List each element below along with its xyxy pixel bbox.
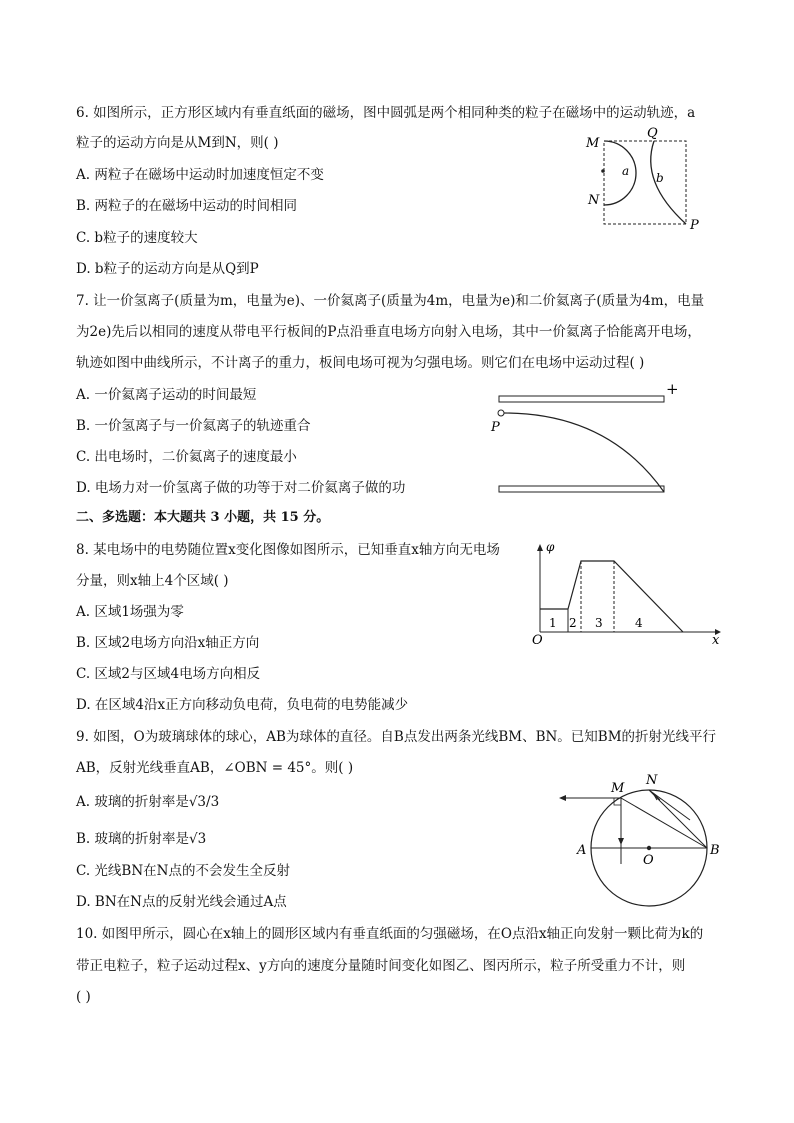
q6-label-p: P [690, 218, 699, 232]
q6-stem-line1: 6. 如图所示，正方形区域内有垂直纸面的磁场，图中圆弧是两个相同种类的粒子在磁场中的运动轨迹，a [76, 105, 696, 121]
q6-label-q: Q [647, 126, 658, 141]
q6-stem-line2: 粒子的运动方向是从M到N，则( ) [76, 135, 279, 151]
q8-region-1: 1 [549, 616, 557, 630]
q9-stem-line1: 9. 如图，O为玻璃球体的球心，AB为球体的直径。自B点发出两条光线BM、BN。已知BM的折射光线平行 [76, 729, 717, 745]
q9-option-d: D. BN在N点的反射光线会通过A点 [76, 894, 287, 910]
q8-stem-line2: 分量，则x轴上4个区域( ) [76, 573, 229, 589]
q6-label-n: N [588, 193, 600, 208]
q8-region-2: 2 [569, 616, 577, 630]
q6-label-a: a [622, 164, 630, 178]
q7-option-b: B. 一价氢离子与一价氦离子的轨迹重合 [76, 418, 311, 434]
q7-stem-line1: 7. 让一价氢离子(质量为m，电量为e)、一价氦离子(质量为4m，电量为e)和二价氦离子(质量为4m，电量 [76, 293, 705, 309]
q9-label-o: O [643, 853, 654, 868]
q6-figure [580, 124, 710, 232]
q9-option-c: C. 光线BN在N点的不会发生全反射 [76, 863, 290, 879]
q8-option-a: A. 区域1场强为零 [76, 604, 184, 620]
q8-region-3: 3 [595, 616, 603, 630]
q7-stem-line2: 为2e)先后以相同的速度从带电平行板间的P点沿垂直电场方向射入电场，其中一价氦离子恰能离开电场， [76, 324, 701, 340]
q8-region-4: 4 [635, 616, 643, 630]
q6-option-b: B. 两粒子的在磁场中运动的时间相同 [76, 198, 298, 214]
q6-option-a: A. 两粒子在磁场中运动时加速度恒定不变 [76, 167, 324, 183]
q9-option-a: A. 玻璃的折射率是√3/3 [76, 794, 220, 810]
q8-option-d: D. 在区域4沿x正方向移动负电荷，负电荷的电势能减少 [76, 697, 409, 713]
q10-stem-line3: ( ) [76, 989, 91, 1005]
q9-figure [552, 768, 732, 908]
q6-label-b: b [656, 171, 664, 185]
q10-stem-line1: 10. 如图甲所示，圆心在x轴上的圆形区域内有垂直纸面的匀强磁场，在O点沿x轴正向发射一颗比荷为k的 [76, 926, 704, 942]
q9-label-b: B [710, 843, 720, 858]
q6-label-m: M [586, 136, 600, 151]
q7-label-p: P [491, 420, 500, 435]
q8-figure [528, 540, 728, 648]
q7-plus-sign: + [666, 380, 679, 398]
q8-option-c: C. 区域2与区域4电场方向相反 [76, 666, 261, 682]
q10-stem-line2: 带正电粒子，粒子运动过程x、y方向的速度分量随时间变化如图乙、图丙所示，粒子所受重力不计，则 [76, 958, 686, 974]
q6-option-c: C. b粒子的速度较大 [76, 230, 198, 246]
q8-stem-line1: 8. 某电场中的电势随位置x变化图像如图所示，已知垂直x轴方向无电场 [76, 542, 500, 558]
q9-label-n: N [646, 773, 658, 788]
q9-label-m: M [611, 781, 625, 796]
q7-stem-line3: 轨迹如图中曲线所示，不计离子的重力，板间电场可视为匀强电场。则它们在电场中运动过程( ) [76, 355, 645, 371]
q8-phi-label: φ [546, 540, 555, 554]
q7-figure [488, 380, 688, 500]
q8-origin-label: O [532, 633, 543, 648]
q7-option-c: C. 出电场时，二价氦离子的速度最小 [76, 449, 297, 465]
q6-option-d: D. b粒子的运动方向是从Q到P [76, 261, 259, 277]
q8-x-label: x [712, 633, 720, 648]
q9-option-b: B. 玻璃的折射率是√3 [76, 831, 207, 847]
q7-trajectory [504, 413, 664, 492]
section-2-heading: 二、多选题：本大题共 3 小题，共 15 分。 [76, 510, 330, 525]
q9-stem-line2: AB，反射光线垂直AB，∠OBN = 45°。则( ) [76, 760, 354, 776]
q6-arc-a [604, 141, 636, 205]
q7-option-a: A. 一价氦离子运动的时间最短 [76, 387, 257, 403]
q8-option-b: B. 区域2电场方向沿x轴正方向 [76, 635, 260, 651]
q7-option-d: D. 电场力对一价氢离子做的功等于对二价氦离子做的功 [76, 480, 406, 496]
q8-potential-curve [540, 561, 683, 632]
q9-label-a: A [577, 843, 587, 858]
